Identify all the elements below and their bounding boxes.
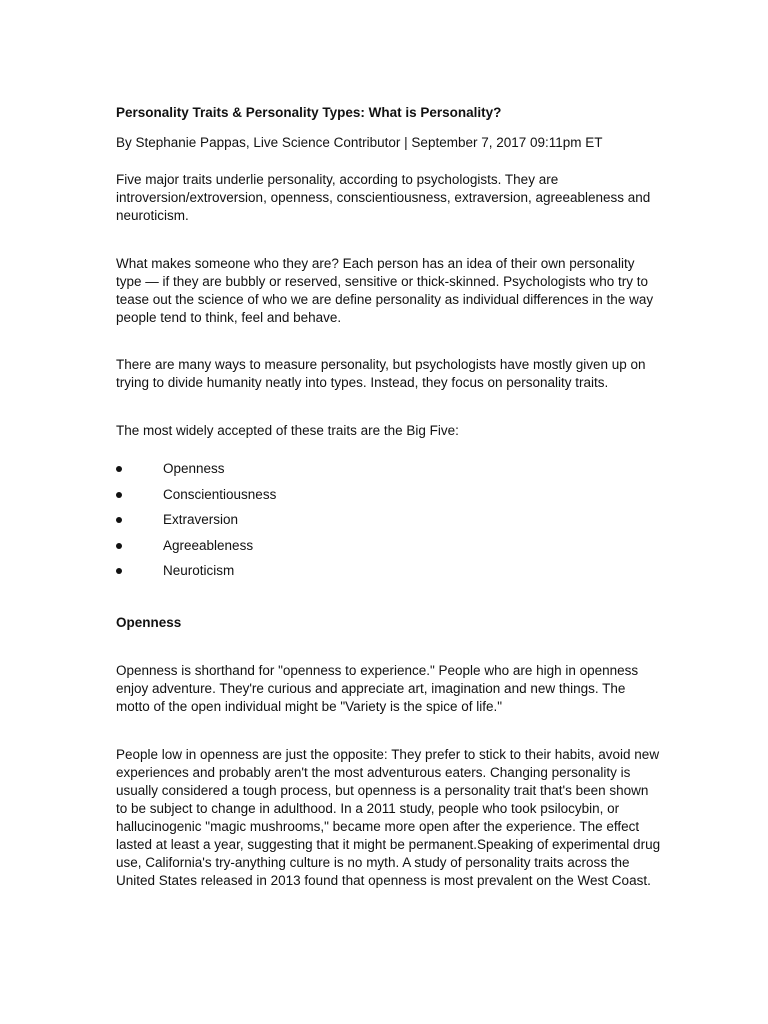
article-title: Personality Traits & Personality Types: What is Personality? (116, 105, 502, 120)
body-paragraph: What makes someone who they are? Each person has an idea of their own personality type — if they are bubbly or reserved, sensitive or thick-skinned. Psychologists who try to tease out the science of who we are define personality as individual differences in the way people tend to think, feel and behave. (116, 256, 654, 325)
article-byline: By Stephanie Pappas, Live Science Contributor | September 7, 2017 09:11pm ET (116, 135, 603, 150)
list-item (116, 537, 661, 563)
list-item-label: Conscientiousness (163, 486, 277, 502)
big-five-list (116, 460, 661, 588)
intro-paragraph: Five major traits underlie personality, according to psychologists. They are introversion/extroversion, openness, conscientiousness, extraversion, agreeableness and neuroticism. (116, 172, 651, 223)
big-five-intro: The most widely accepted of these traits are the Big Five: (116, 423, 459, 438)
list-item-label: Neuroticism (163, 563, 235, 578)
bullet-icon (116, 492, 122, 498)
bullet-icon (116, 466, 122, 472)
section-paragraph: Openness is shorthand for "openness to experience." People who are high in openness enjoy adventure. They're curious and appreciate art, imagination and new things. The motto of the open individual might be "Variety is the spice of life." (116, 662, 639, 714)
section-paragraph: People low in openness are just the opposite: They prefer to stick to their habits, avoid new experiences and probably aren't the most adventurous eaters. Changing personality is usually considered a tough process, but openness is a personality trait that's been shown to be subject to change in adulthood. In a 2011 study, people who took psilocybin, or hallucinogenic "magic mushrooms," became more open after the experience. The effect lasted at least a year, suggesting that it might be permanent.Speaking of experimental drug use, California's try-anything culture is no myth. A study of personality traits across the United States released in 2013 found that openness is most prevalent on the West Coast. (116, 746, 661, 888)
list-item (116, 460, 661, 486)
section-heading: Openness (116, 614, 182, 630)
list-item (116, 562, 661, 588)
bullet-icon (116, 543, 122, 549)
bullet-icon (116, 517, 122, 523)
list-item-label: Openness (163, 461, 225, 476)
bullet-icon (116, 568, 122, 574)
list-item (116, 486, 661, 512)
list-item-label: Extraversion (163, 512, 239, 527)
body-paragraph: There are many ways to measure personality, but psychologists have mostly given up on trying to divide humanity neatly into types. Instead, they focus on personality traits. (116, 357, 646, 390)
document-page (116, 104, 661, 890)
list-item-label: Agreeableness (163, 537, 254, 553)
list-item (116, 511, 661, 537)
